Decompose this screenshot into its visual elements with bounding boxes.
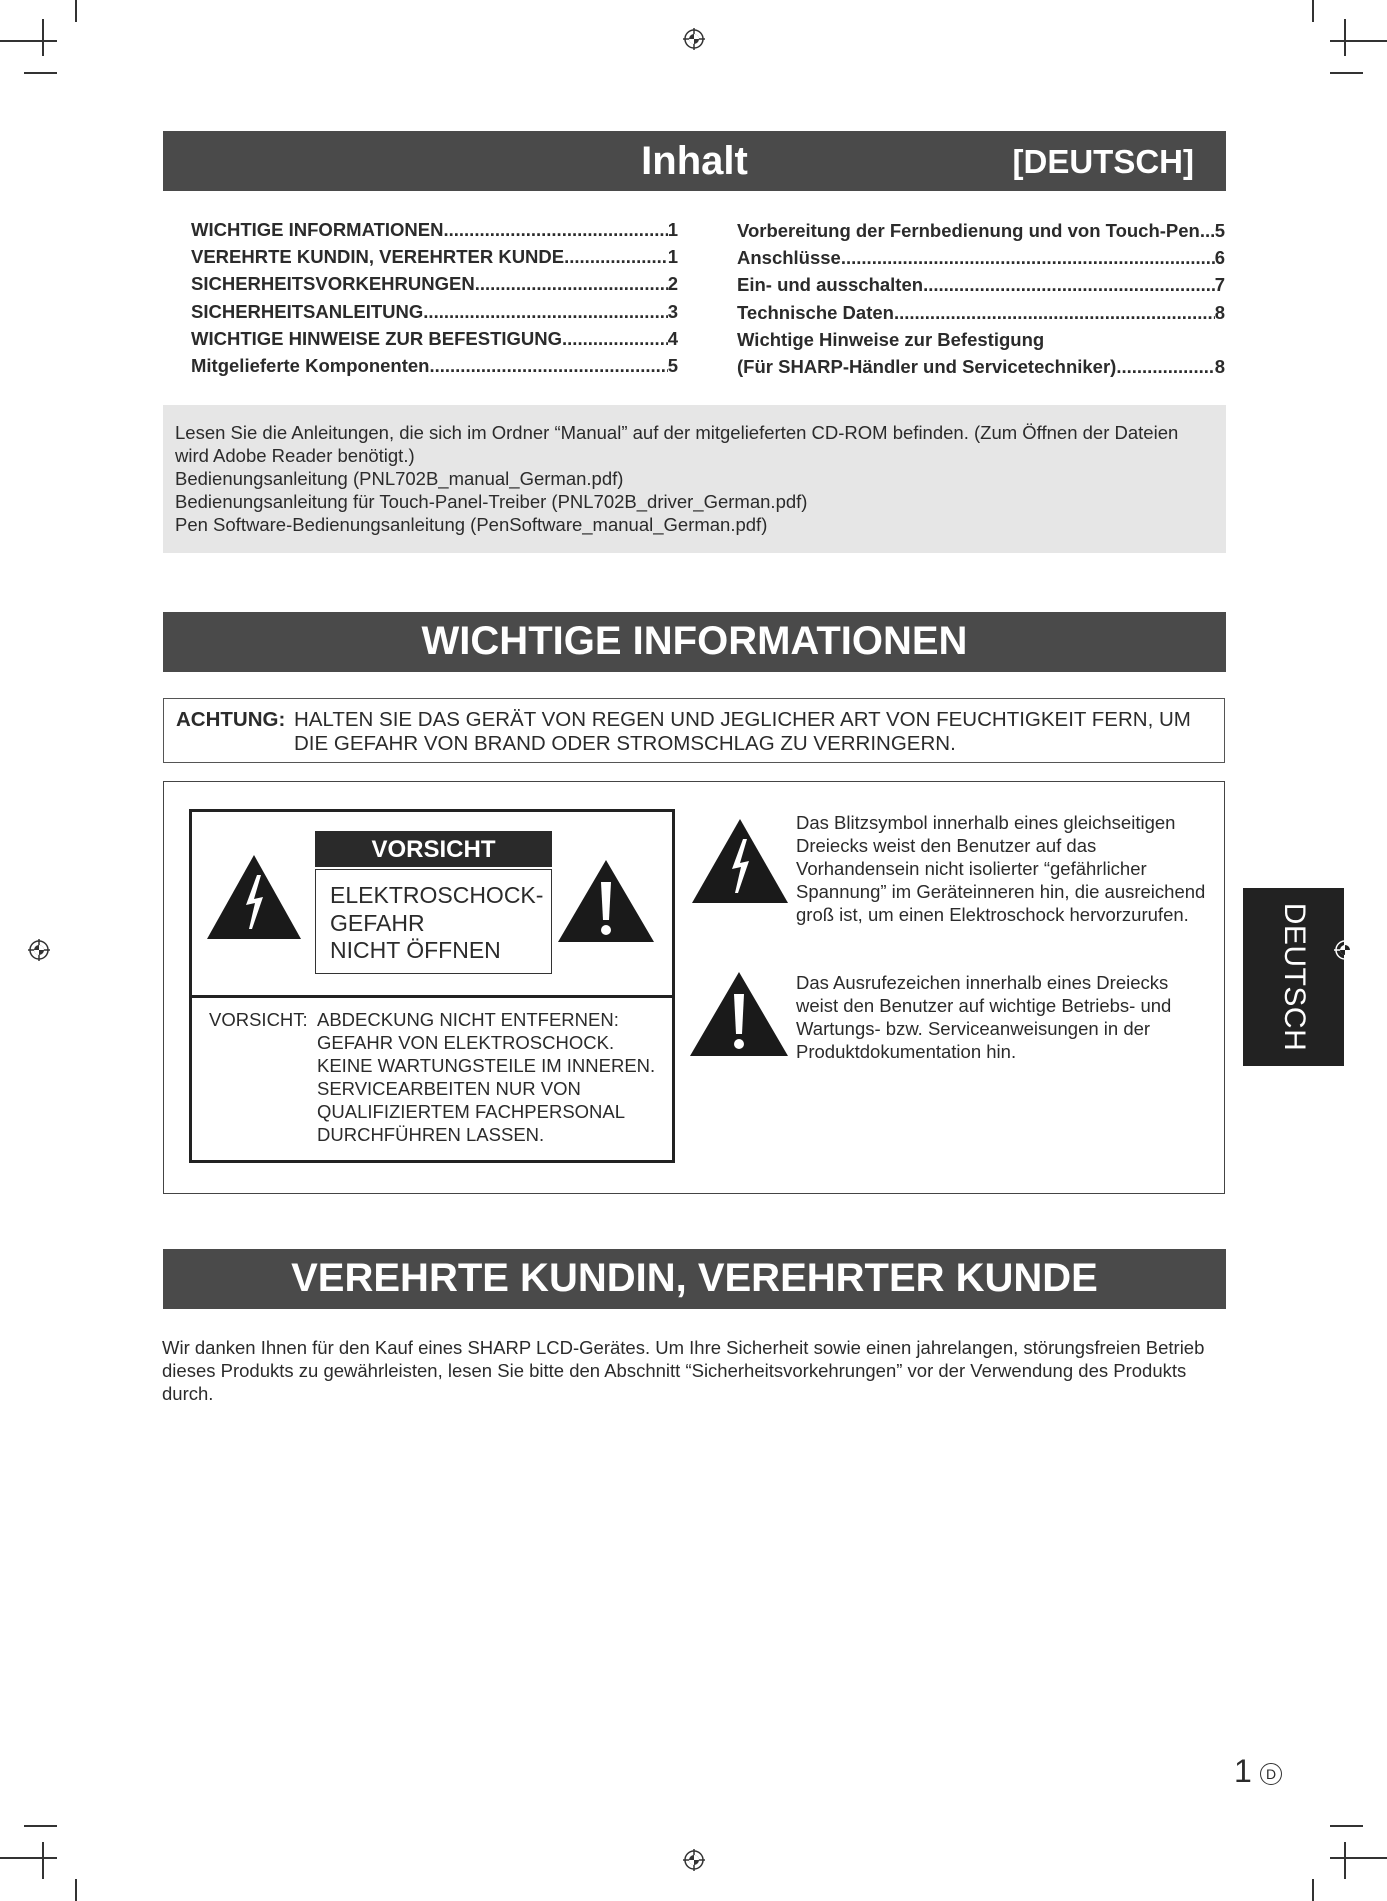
section-header-important <box>163 612 1226 672</box>
section-header-customer <box>163 1249 1226 1309</box>
achtung-label: ACHTUNG: <box>176 708 286 731</box>
crop-mark <box>1330 1825 1363 1827</box>
registration-mark-icon <box>683 1849 705 1871</box>
crop-mark <box>42 19 44 56</box>
crop-mark <box>1312 1879 1314 1901</box>
toc-title: Inhalt <box>641 139 748 183</box>
crop-mark <box>1344 19 1346 56</box>
lightning-symbol-description: Das Blitzsymbol innerhalb eines gleichseitigen Dreiecks weist den Benutzer auf das Vorhandensein nicht isolierter “gefährlicher Spannung” im Geräteinneren hin, die ausreichend groß ist, um einen Elektroschock hervorzurufen. <box>796 812 1206 925</box>
exclamation-symbol-icon <box>688 970 790 1058</box>
crop-mark <box>1330 1857 1387 1859</box>
section-title: WICHTIGE INFORMATIONEN <box>421 619 968 663</box>
crop-mark <box>0 40 57 42</box>
caution-line: QUALIFIZIERTEM FACHPERSONAL <box>317 1101 626 1122</box>
label-divider <box>192 995 672 998</box>
toc-left-column <box>191 216 678 379</box>
toc-right-column <box>737 217 1225 380</box>
caution-line: DURCHFÜHREN LASSEN. <box>317 1124 545 1145</box>
achtung-text-line: HALTEN SIE DAS GERÄT VON REGEN UND JEGLICHER ART VON FEUCHTIGKEIT FERN, UM <box>294 708 1191 731</box>
toc-entry-line2[interactable]: (Für SHARP-Händler und Servicetechniker) ..... 8 <box>737 353 1225 380</box>
info-line: Bedienungsanleitung für Touch-Panel-Treiber (PNL702B_driver_German.pdf) <box>175 491 808 512</box>
achtung-text-line: DIE GEFAHR VON BRAND ODER STROMSCHLAG ZU VERRINGERN. <box>294 732 956 755</box>
exclamation-symbol-description: Das Ausrufezeichen innerhalb eines Dreiecks weist den Benutzer auf wichtige Betriebs- und Wartungs- bzw. Serviceanweisungen in der Produktdokumentation hin. <box>796 972 1172 1062</box>
page-number: 1 <box>1234 1753 1252 1789</box>
page-marker: D <box>1260 1763 1282 1785</box>
toc-entry[interactable]: Anschlüsse ..... 6 <box>737 244 1225 271</box>
crop-mark <box>24 1825 57 1827</box>
language-label: [DEUTSCH] <box>1012 143 1194 180</box>
toc-entry[interactable]: WICHTIGE INFORMATIONEN ..... 1 <box>191 216 678 243</box>
toc-entry[interactable]: SICHERHEITSANLEITUNG ..... 3 <box>191 298 678 325</box>
crop-mark <box>0 1857 57 1859</box>
toc-entry-line1[interactable]: Wichtige Hinweise zur Befestigung <box>737 328 1045 350</box>
toc-entry[interactable]: SICHERHEITSVORKEHRUNGEN ..... 2 <box>191 270 678 297</box>
side-tab-label: DEUTSCH <box>1277 902 1311 1052</box>
toc-entry[interactable]: WICHTIGE HINWEISE ZUR BEFESTIGUNG ..... 4 <box>191 325 678 352</box>
vorsicht-text-box <box>315 869 552 974</box>
lightning-warning-icon <box>205 853 303 941</box>
cdrom-info-box <box>163 405 1226 553</box>
toc-entry[interactable]: Vorbereitung der Fernbedienung und von Touch-Pen ..... 5 <box>737 217 1225 244</box>
crop-mark <box>1312 0 1314 22</box>
caution-line: GEFAHR VON ELEKTROSCHOCK. <box>317 1032 615 1053</box>
info-line: wird Adobe Reader benötigt.) <box>175 445 415 466</box>
crop-mark <box>75 0 77 22</box>
vorsicht-header: VORSICHT <box>315 831 552 867</box>
toc-entry[interactable]: Ein- und ausschalten ..... 7 <box>737 271 1225 298</box>
customer-intro-text: Wir danken Ihnen für den Kauf eines SHARP LCD-Gerätes. Um Ihre Sicherheit sowie einen jahrelangen, störungsfreien Betrieb dieses Produkts zu gewährleisten, lesen Sie bitte den Abschnitt “Sicherheitsvorkehrungen” vor der Verwendung des Produkts durch. <box>162 1337 1205 1404</box>
crop-mark <box>1330 40 1387 42</box>
vorsicht-line: GEFAHR <box>330 909 425 936</box>
achtung-box <box>163 698 1225 763</box>
toc-entry[interactable]: Technische Daten ..... 8 <box>737 299 1225 326</box>
toc-entry[interactable]: VEREHRTE KUNDIN, VEREHRTER KUNDE ..... 1 <box>191 243 678 270</box>
vorsicht-line: NICHT ÖFFNEN <box>330 937 501 963</box>
lightning-symbol-icon <box>690 817 790 905</box>
section-title: VEREHRTE KUNDIN, VEREHRTER KUNDE <box>291 1256 1098 1300</box>
registration-mark-icon <box>683 28 705 50</box>
registration-mark-icon <box>28 939 50 961</box>
info-line: Lesen Sie die Anleitungen, die sich im Ordner “Manual” auf der mitgelieferten CD-ROM befinden. (Zum Öffnen der Dateien <box>175 422 1179 443</box>
caution-prefix: VORSICHT: <box>209 1009 308 1030</box>
info-line: Bedienungsanleitung (PNL702B_manual_German.pdf) <box>175 468 624 489</box>
language-side-tab <box>1243 888 1344 1066</box>
crop-mark <box>42 1842 44 1879</box>
caution-line: KEINE WARTUNGSTEILE IM INNEREN. <box>317 1055 656 1076</box>
toc-entry[interactable]: Mitgelieferte Komponenten ..... 5 <box>191 352 678 379</box>
vorsicht-line: ELEKTROSCHOCK- <box>330 882 544 908</box>
toc-header-bar <box>163 131 1226 191</box>
caution-line: SERVICEARBEITEN NUR VON <box>317 1078 581 1099</box>
crop-mark <box>1330 72 1363 74</box>
crop-mark <box>1344 1842 1346 1879</box>
registration-mark-icon <box>1334 939 1356 961</box>
caution-line: ABDECKUNG NICHT ENTFERNEN: <box>317 1009 619 1030</box>
exclamation-warning-icon <box>556 858 656 944</box>
info-line: Pen Software-Bedienungsanleitung (PenSoftware_manual_German.pdf) <box>175 514 768 535</box>
crop-mark <box>24 72 57 74</box>
crop-mark <box>75 1879 77 1901</box>
